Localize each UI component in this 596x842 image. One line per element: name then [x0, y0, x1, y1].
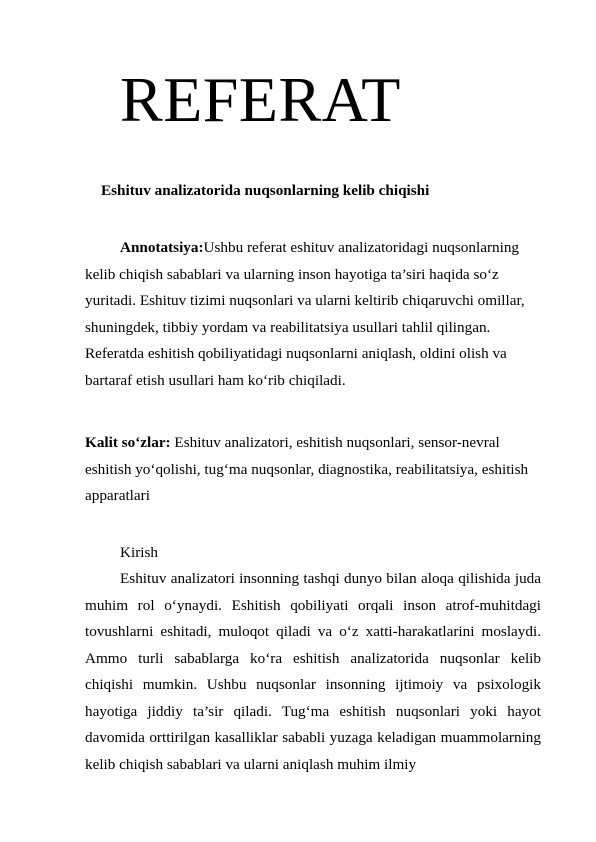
document-subtitle: Eshituv analizatorida nuqsonlarning kelib chiqishi — [101, 182, 430, 199]
abstract-text: Ushbu referat eshituv analizatoridagi nuqsonlarning kelib chiqish sabablari va ularning inson hayotiga ta’siri haqida so‘z yuritadi. Eshituv tizimi nuqsonlari va ularni keltirib chiqaruvchi omillar, shuningdek, tibbiy yordam va reabilitatsiya usullari tahlil qilingan. Referatda eshitish qobiliyatidagi nuqsonlarni aniqlash, oldini olish va bartaraf etish usullari ham ko‘rib chiqiladi. — [85, 239, 525, 389]
abstract-label: Annotatsiya: — [120, 239, 204, 256]
document-title: REFERAT — [120, 64, 401, 135]
keywords-label: Kalit so‘zlar: — [85, 434, 171, 451]
intro-heading: Kirish — [120, 544, 158, 561]
abstract-paragraph — [85, 235, 541, 394]
intro-paragraph: Eshituv analizatori insonning tashqi dunyo bilan aloqa qilishida juda muhim rol o‘ynaydi. Eshitish qobiliyati orqali inson atrof-muhitdagi tovushlarni eshitadi, muloqot qiladi va o‘z xatti-harakatlarini moslaydi. Ammo turli sabablarga ko‘ra eshitish analizatorida nuqsonlar kelib chiqishi mumkin. Ushbu nuqsonlar insonning ijtimoiy va psixologik hayotiga jiddiy ta’sir qiladi. Tug‘ma eshitish nuqsonlari yoki hayot davomida orttirilgan kasalliklar sababli yuzaga keladigan muammolarning kelib chiqish sabablari va ularni aniqlash muhim ilmiy — [85, 570, 541, 773]
keywords-text: Eshituv analizatori, eshitish nuqsonlari, sensor-nevral eshitish yo‘qolishi, tug‘ma nuqsonlar, diagnostika, reabilitatsiya, eshitish apparatlari — [85, 434, 529, 504]
keywords-paragraph — [85, 430, 541, 510]
abstract-body — [85, 235, 541, 394]
